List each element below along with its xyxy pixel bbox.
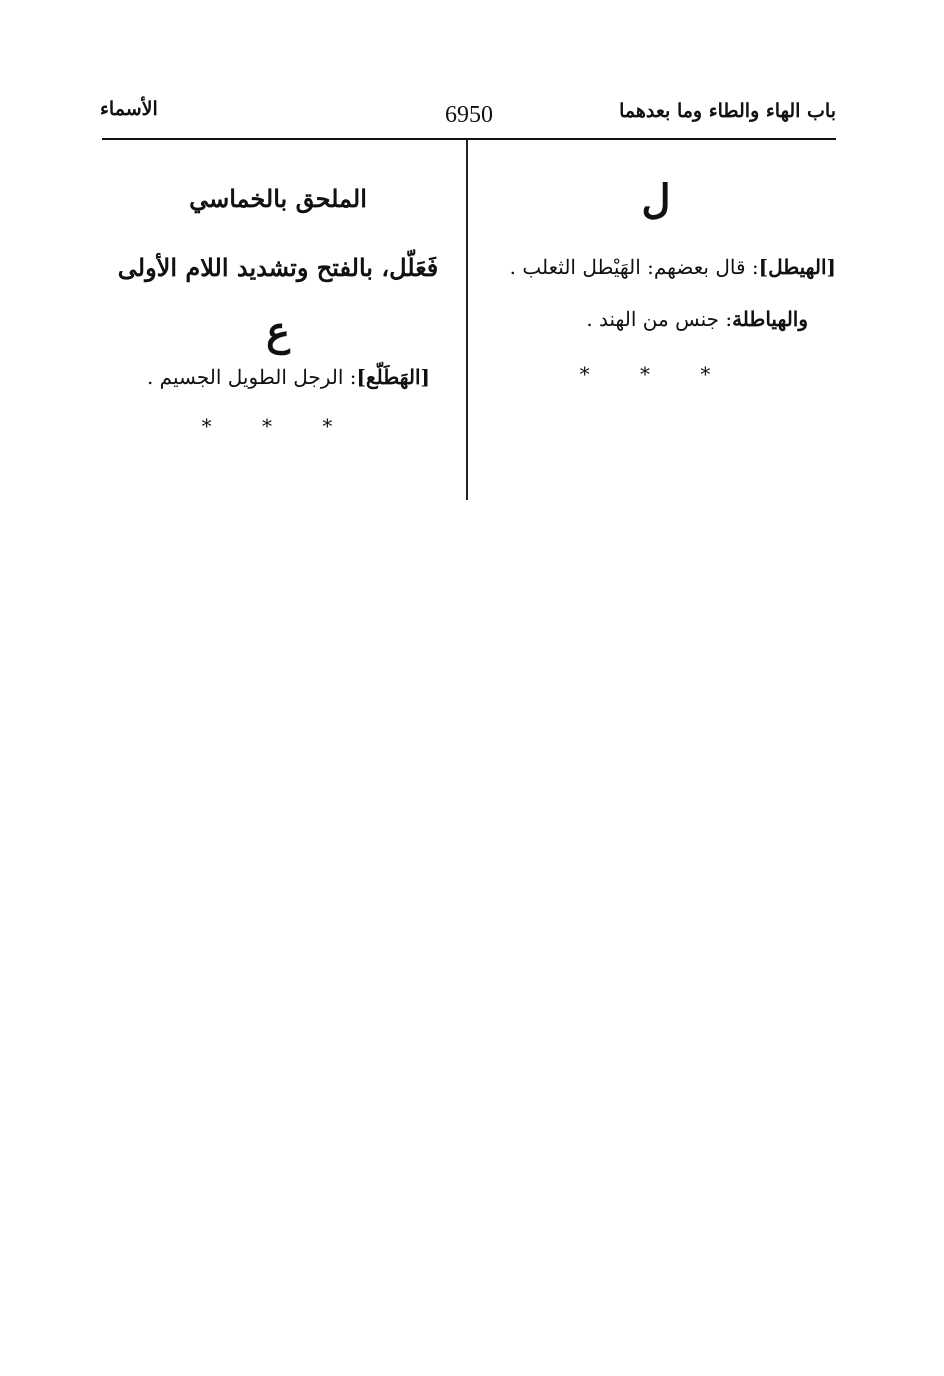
entry-headword: [الهيطل] xyxy=(758,255,836,279)
entry-hatalla xyxy=(100,362,456,392)
entry-definition: : الرجل الطويل الجسيم . xyxy=(146,365,357,389)
letter-heading: ع xyxy=(266,308,290,355)
entry-headword: والهياطلة xyxy=(732,307,808,331)
section-separator: * * * xyxy=(201,414,355,438)
entry-haytal xyxy=(476,252,836,282)
right-column xyxy=(476,140,836,386)
entry-hayatila xyxy=(476,304,836,334)
entry-definition: : جنس من الهند . xyxy=(586,307,733,331)
column-divider xyxy=(466,140,468,500)
section-title: الملحق بالخماسي xyxy=(189,184,367,213)
page-number: 6950 xyxy=(445,102,493,128)
section-separator: * * * xyxy=(579,362,733,386)
left-column xyxy=(100,140,456,438)
section-subtitle: فَعَلّل، بالفتح وتشديد اللام الأولى xyxy=(117,253,439,282)
entry-headword: [الهَطَلّع] xyxy=(356,365,430,389)
chapter-title: باب الهاء والطاء وما بعدهما xyxy=(619,100,836,122)
page-header xyxy=(100,96,836,136)
letter-heading: ل xyxy=(641,176,671,223)
entry-definition: : قال بعضهم: الهَيْطل الثعلب . xyxy=(509,255,759,279)
section-label: الأسماء xyxy=(100,98,158,120)
